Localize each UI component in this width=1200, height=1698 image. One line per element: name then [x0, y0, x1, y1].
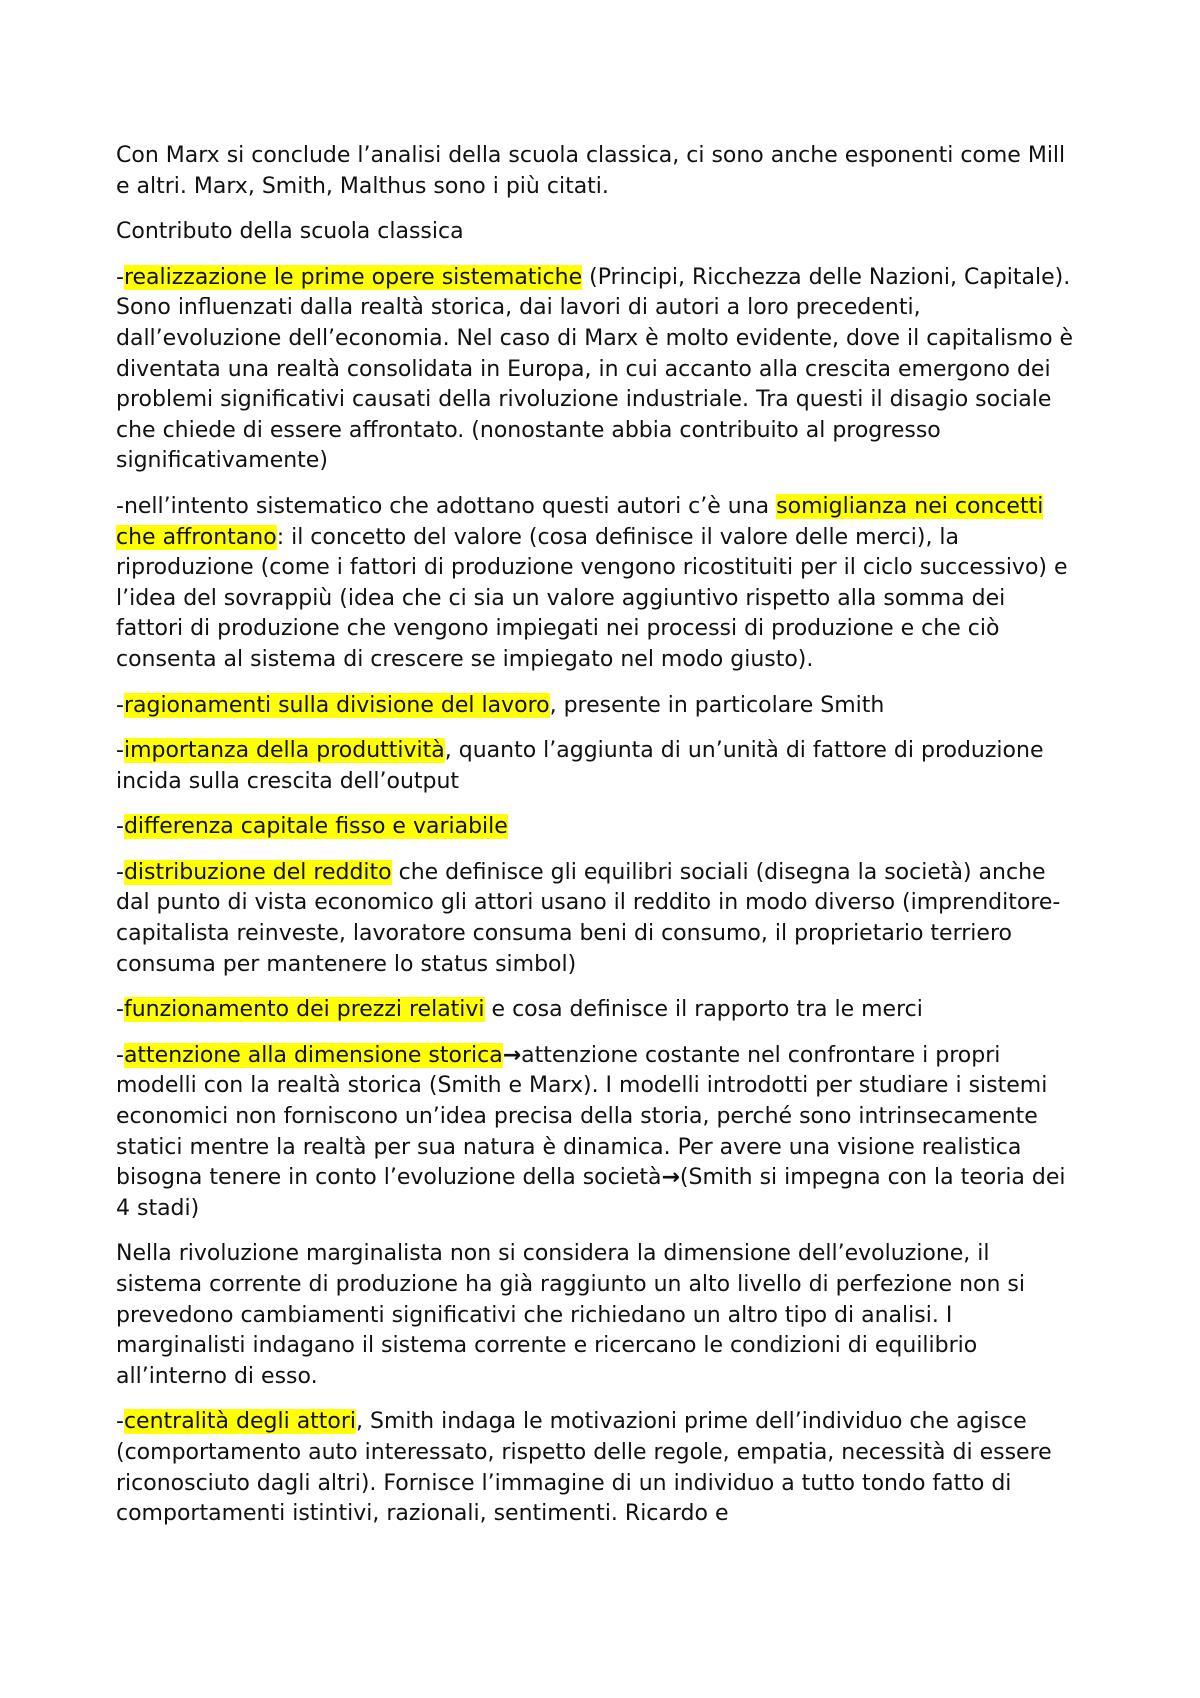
text-segment: , quanto l’aggiunta di un’unità di fattore di produzione incida sulla crescita dell’output [116, 738, 1044, 794]
paragraph [116, 812, 1076, 843]
text-segment: , presente in particolare Smith [549, 692, 885, 718]
document-page [116, 141, 1076, 1545]
text-segment: attenzione costante nel confrontare i propri modelli con la realtà storica (Smith e Marx). I modelli introdotti per studiare i sistemi economici non forniscono un’idea precisa della storia, perché sono intrinsecamente statici mentre la realtà per sua natura è dinamica. Per avere una visione realistica bisogna tenere in conto l’evoluzione della società [116, 1042, 1048, 1191]
paragraph [116, 492, 1076, 676]
paragraph [116, 217, 1076, 248]
text-segment: - [116, 814, 124, 840]
paragraph [116, 691, 1076, 722]
highlighted-text: distribuzione del reddito [123, 859, 392, 885]
right-arrow-icon: → [661, 1165, 680, 1191]
text-segment: - [116, 1409, 124, 1435]
highlighted-text: attenzione alla dimensione storica [123, 1042, 503, 1068]
paragraph [116, 263, 1076, 477]
paragraph [116, 141, 1076, 202]
paragraph [116, 1407, 1076, 1529]
text-segment: - [116, 997, 124, 1023]
highlighted-text: realizzazione le prime opere sistematiche [123, 264, 583, 290]
highlighted-text: centralità degli attori [123, 1409, 357, 1435]
highlighted-text: somiglianza nei concetti che affrontano [116, 493, 1044, 550]
right-arrow-icon: → [502, 1042, 522, 1068]
text-segment: (Principi, Ricchezza delle Nazioni, Capitale). Sono influenzati dalla realtà storica, dai lavori di autori a loro precedenti, dall’evoluzione dell’economia. Nel caso di Marx è molto evidente, dove il capitalismo è diventata una realtà consolidata in Europa, in cui accanto alla crescita emergono dei problemi significativi causati della rivoluzione industriale. Tra questi il disagio sociale che chiede di essere affrontato. (nonostante abbia contribuito al progresso significativamente) [116, 264, 1074, 474]
paragraph [116, 1041, 1076, 1225]
text-segment: Contributo della scuola classica [116, 219, 464, 245]
text-segment: - [116, 264, 124, 290]
highlighted-text: differenza capitale fisso e variabile [123, 814, 508, 840]
highlighted-text: ragionamenti sulla divisione del lavoro [123, 692, 550, 718]
text-segment: (Smith si impegna con la teoria dei 4 stadi) [116, 1165, 1066, 1221]
text-segment: e cosa definisce il rapporto tra le merci [484, 997, 923, 1023]
text-segment: - [116, 692, 124, 718]
text-segment: - [116, 738, 124, 764]
paragraph [116, 736, 1076, 797]
paragraph [116, 995, 1076, 1026]
text-segment: Nella rivoluzione marginalista non si considera la dimensione dell’evoluzione, il sistema corrente di produzione ha già raggiunto un alto livello di perfezione non si prevedono cambiamenti significativi che richiedano un altro tipo di analisi. I marginalisti indagano il sistema corrente e ricercano le condizioni di equilibrio all’interno di esso. [116, 1241, 1025, 1389]
paragraph [116, 1239, 1076, 1392]
text-segment: Con Marx si conclude l’analisi della scuola classica, ci sono anche esponenti come Mill e altri. Marx, Smith, Malthus sono i più citati. [116, 143, 1066, 199]
text-segment: che definisce gli equilibri sociali (disegna la società) anche dal punto di vista economico gli attori usano il reddito in modo diverso (imprenditore-capitalista reinveste, lavoratore consuma beni di consumo, il proprietario terriero consuma per mantenere lo status simbol) [116, 859, 1061, 977]
text-segment: : il concetto del valore (cosa definisce il valore delle merci), la riproduzione (come i fattori di produzione vengono ricostituiti per il ciclo successivo) e l’idea del sovrappiù (idea che ci sia un valore aggiuntivo rispetto alla somma dei fattori di produzione che vengono impiegati nei processi di produzione e che ciò consenta al sistema di crescere se impiegato nel modo giusto). [116, 524, 1068, 672]
text-segment: - [116, 1042, 124, 1068]
highlighted-text: importanza della produttività [123, 738, 445, 764]
text-segment: - [116, 859, 124, 885]
highlighted-text: funzionamento dei prezzi relativi [123, 997, 485, 1023]
text-segment: -nell’intento sistematico che adottano questi autori c’è una [116, 493, 777, 519]
text-segment: , Smith indaga le motivazioni prime dell’individuo che agisce (comportamento auto interessato, rispetto delle regole, empatia, necessità di essere riconosciuto dagli altri). Fornisce l’immagine di un individuo a tutto tondo fatto di comportamenti istintivi, razionali, sentimenti. Ricardo e [116, 1409, 1052, 1527]
paragraph [116, 858, 1076, 980]
